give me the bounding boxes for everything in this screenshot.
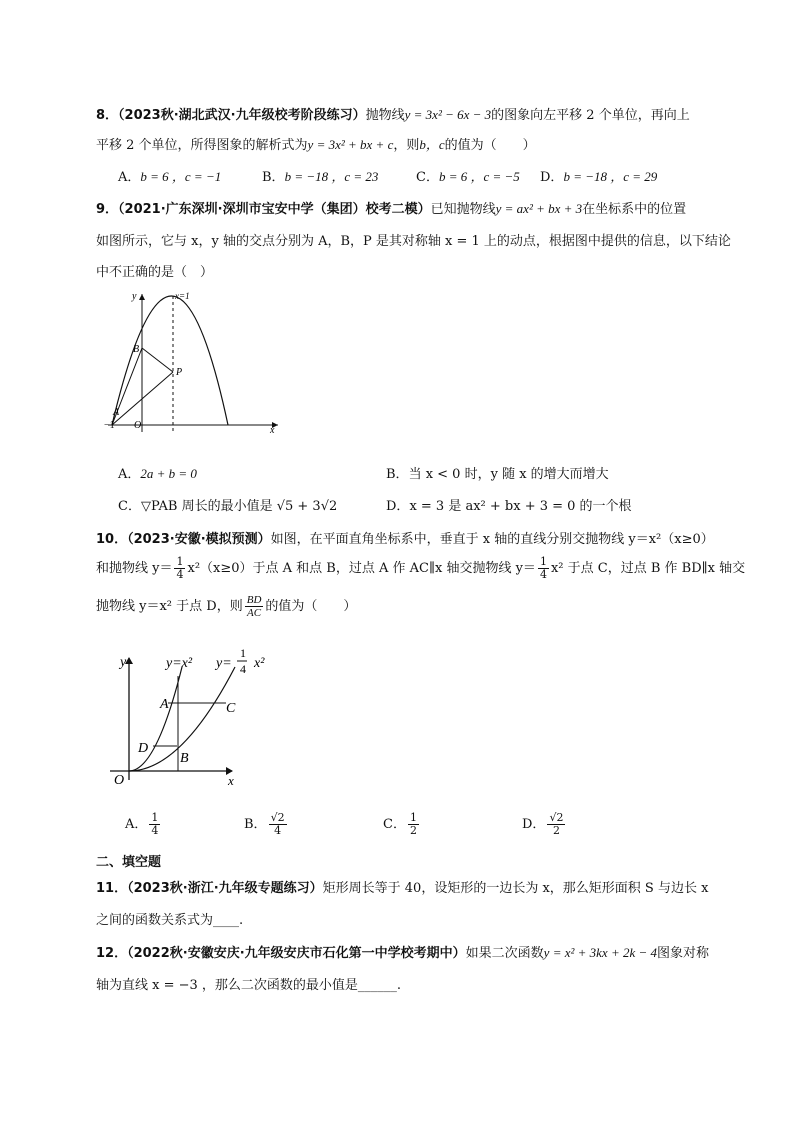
q9-line1 — [96, 198, 686, 217]
option-text: b = 6 ，c = −1 — [140, 169, 222, 184]
fig-curve-label-2a: y= — [216, 656, 232, 671]
q10-option-d[interactable] — [522, 812, 567, 837]
option-text: x = 3 是 ax² + bx + 3 = 0 的一个根 — [409, 499, 632, 514]
option-label: A． — [125, 817, 148, 832]
fraction-numerator: 1 — [409, 811, 417, 824]
fig-point-p: P — [176, 367, 183, 378]
y-axis-arrow — [139, 294, 145, 300]
q10-number: 10． — [96, 532, 128, 547]
fig-y-label: y — [132, 291, 137, 302]
q9-line3: 中不正确的是（ ） — [96, 265, 214, 280]
option-label: D． — [386, 499, 410, 514]
q8-option-b[interactable] — [262, 166, 378, 185]
segment-bp — [142, 348, 173, 372]
q8-bc: b，c — [419, 137, 445, 152]
q10-option-b[interactable] — [244, 812, 289, 837]
q10-source: （2023·安徽·模拟预测） — [127, 532, 271, 547]
fig-point-d: D — [138, 741, 149, 756]
q8-text2: 的图象向左平移 2 个单位，再向上 — [491, 108, 690, 123]
fraction-denominator: 4 — [151, 824, 159, 837]
option-label: C． — [383, 817, 406, 832]
q8-equation: y = 3x² − 6x − 3 — [404, 107, 492, 122]
q12-line1 — [96, 942, 709, 961]
fig-origin: O — [134, 420, 142, 431]
q10-line1 — [96, 528, 714, 547]
q9-parabola-figure — [100, 282, 290, 438]
parabola-curve — [112, 296, 228, 425]
fraction-denominator: AC — [247, 607, 262, 619]
fraction-numerator: 1 — [539, 555, 547, 568]
fig-curve-label-2n: 1 — [240, 646, 246, 660]
option-fraction — [408, 812, 419, 837]
fraction-numerator: √2 — [549, 811, 564, 824]
fig-y-label: y — [120, 655, 127, 670]
q12-text1b: 图象对称 — [657, 946, 710, 961]
option-text: b = −18 ，c = 29 — [563, 169, 658, 184]
q9-equation: y = ax² + bx + 3 — [495, 201, 583, 216]
option-label: B． — [244, 817, 267, 832]
option-fraction — [547, 812, 565, 837]
option-text: b = 6 ，c = −5 — [438, 169, 520, 184]
fraction-bd-ac — [245, 594, 264, 619]
q10-option-a[interactable] — [125, 812, 162, 837]
q11-line1 — [96, 877, 708, 896]
fig-point-c: C — [226, 701, 236, 716]
fraction-denominator: 4 — [176, 568, 184, 581]
q8-number: 8． — [96, 108, 119, 123]
q9-option-d[interactable] — [386, 495, 632, 514]
fraction-denominator: 2 — [409, 824, 417, 837]
fig-curve-label-2d: 4 — [240, 662, 246, 676]
q12-source: （2022秋·安徽安庆·九年级安庆市石化第一中学校考期中） — [127, 946, 466, 961]
option-label: C． — [118, 499, 141, 514]
q10-parabolas-figure — [102, 640, 282, 790]
q12-line2: 轴为直线 x = −3 ，那么二次函数的最小值是______. — [96, 978, 402, 993]
q11-line2: 之间的函数关系式为____. — [96, 913, 244, 928]
fraction-numerator: 1 — [176, 555, 184, 568]
fig-point-b: B — [133, 344, 140, 355]
fig-x-label: x — [228, 773, 234, 788]
q9-line2: 如图所示，它与 x，y 轴的交点分别为 A，B，P 是其对称轴 x = 1 上的动点，根据图中提供的信息，以下结论 — [96, 234, 731, 249]
q8-line1 — [96, 104, 690, 123]
option-fraction — [149, 812, 160, 837]
fraction-numerator: BD — [246, 594, 262, 606]
q8-line2c: 的值为（ ） — [444, 138, 536, 153]
fig-axis-x1-label: x=1 — [175, 291, 190, 301]
option-fraction — [269, 812, 287, 837]
q10-line2c: x² 于点 C，过点 B 作 BD∥x 轴交 — [550, 561, 746, 576]
q8-line2a: 平移 2 个单位，所得图象的解析式为 — [96, 138, 308, 153]
option-label: D． — [522, 817, 546, 832]
option-label: A． — [118, 467, 141, 482]
q12-text1a: 如果二次函数 — [465, 946, 544, 961]
q8-option-c[interactable] — [416, 166, 520, 185]
fraction-numerator: √2 — [270, 811, 285, 824]
option-text: 当 x < 0 时，y 随 x 的增大而增大 — [408, 467, 609, 482]
fig-x-label: x — [270, 425, 275, 436]
fig-point-b: B — [180, 751, 189, 766]
option-label: D． — [540, 170, 564, 185]
section-heading-fill-in: 二、填空题 — [96, 855, 162, 870]
option-label: B． — [386, 467, 409, 482]
q9-option-a[interactable] — [118, 463, 197, 482]
option-label: C． — [416, 170, 439, 185]
q10-line2 — [96, 556, 745, 581]
q10-line2b: x²（x≥0）于点 A 和点 B，过点 A 作 AC∥x 轴交抛物线 y＝ — [187, 561, 536, 576]
parabola-y-x2 — [129, 667, 182, 771]
q10-line2a: 和抛物线 y＝ — [96, 561, 173, 576]
q10-line3a: 抛物线 y＝x² 于点 D，则 — [96, 599, 243, 614]
q9-option-b[interactable] — [386, 463, 609, 482]
fraction-denominator: 4 — [539, 568, 547, 581]
q8-source: （2023秋·湖北武汉·九年级校考阶段练习） — [118, 108, 366, 123]
q9-source: （2021·广东深圳·深圳市宝安中学（集团）校考二模） — [118, 202, 431, 217]
option-label: A． — [118, 170, 141, 185]
q10-line3b: 的值为（ ） — [265, 599, 357, 614]
q8-line2 — [96, 134, 536, 153]
q11-text1: 矩形周长等于 40，设矩形的一边长为 x，那么矩形面积 S 与边长 x — [322, 881, 709, 896]
option-text: b = −18 ，c = 23 — [284, 169, 379, 184]
q8-option-a[interactable] — [118, 166, 221, 185]
fraction-quarter — [538, 556, 549, 581]
fig-point-a: A — [113, 407, 120, 418]
fig-point-a: A — [160, 697, 169, 712]
fig-curve-label-2b: x² — [254, 656, 265, 671]
fraction-numerator: 1 — [151, 811, 159, 824]
q9-number: 9． — [96, 202, 119, 217]
q9-option-c[interactable] — [118, 495, 337, 514]
q8-text1: 抛物线 — [365, 108, 405, 123]
q8-line2b: ，则 — [393, 138, 420, 153]
q8-option-d[interactable] — [540, 166, 657, 185]
fig-origin: O — [114, 773, 125, 788]
q9-text1: 已知抛物线 — [430, 202, 496, 217]
q11-source: （2023秋·浙江·九年级专题练习） — [127, 881, 323, 896]
q8-equation2: y = 3x² + bx + c — [307, 137, 394, 152]
q10-option-c[interactable] — [383, 812, 421, 837]
option-label: B． — [262, 170, 285, 185]
q10-line3 — [96, 594, 356, 619]
q9-text2: 在坐标系中的位置 — [582, 202, 687, 217]
option-text: ▽PAB 周长的最小值是 √5 + 3√2 — [140, 499, 338, 514]
q11-number: 11． — [96, 881, 128, 896]
q10-text1: 如图，在平面直角坐标系中，垂直于 x 轴的直线分别交抛物线 y＝x²（x≥0） — [270, 532, 714, 547]
fraction-denominator: 4 — [274, 824, 282, 837]
fraction-quarter — [174, 556, 185, 581]
fraction-denominator: 2 — [552, 824, 560, 837]
fig-curve-label-1: y=x² — [166, 656, 193, 671]
q12-number: 12． — [96, 946, 128, 961]
option-text: 2a + b = 0 — [140, 466, 197, 481]
q12-equation: y = x² + 3kx + 2k − 4 — [543, 945, 658, 960]
fig-neg1: −1 — [104, 420, 115, 431]
